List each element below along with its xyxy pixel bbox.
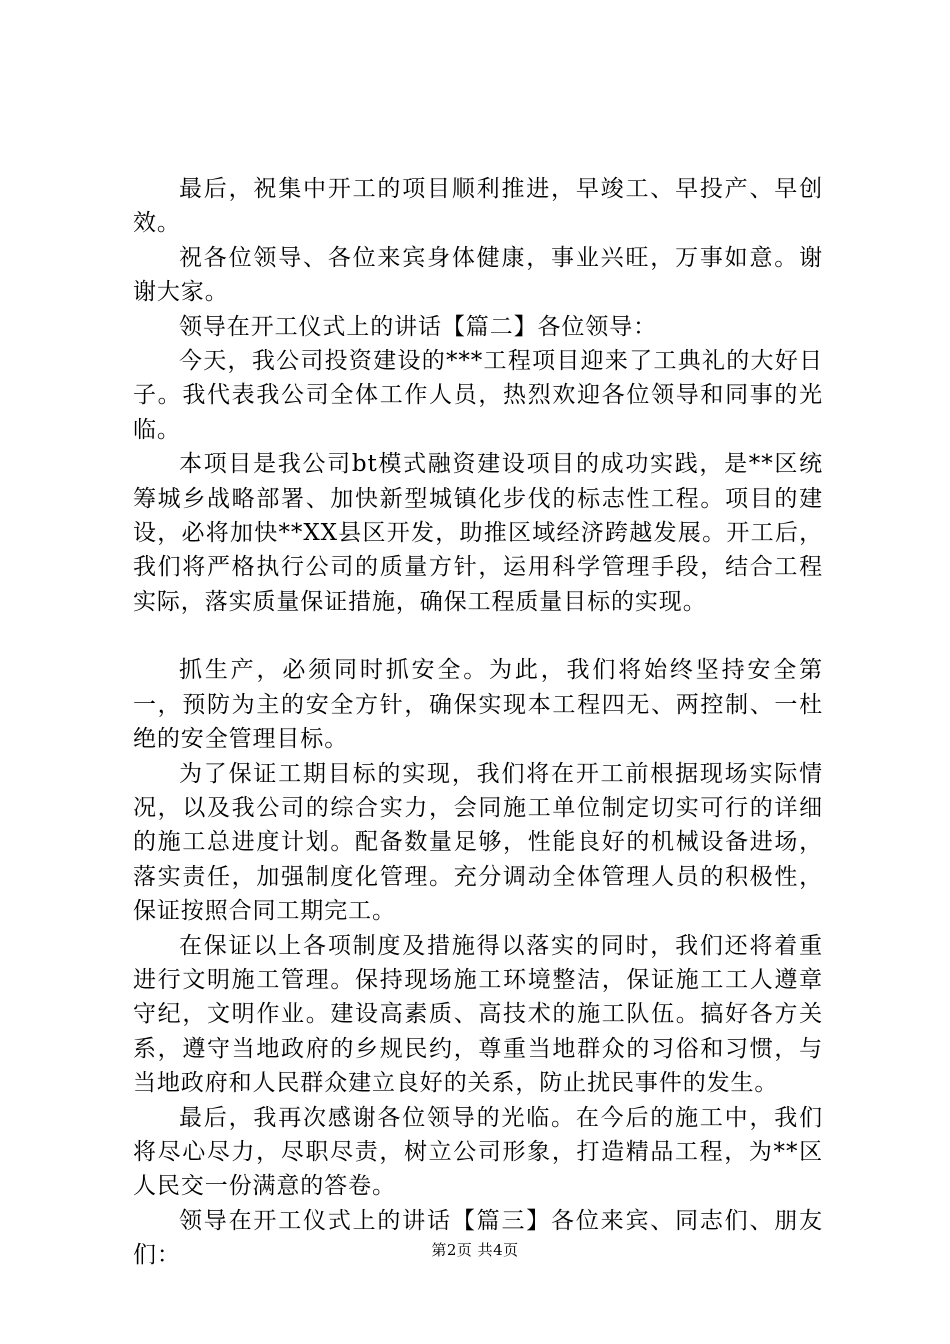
paragraph-thanks: 祝各位领导、各位来宾身体健康，事业兴旺，万事如意。谢谢大家。 <box>133 244 823 306</box>
paragraph-project-description: 本项目是我公司bt模式融资建设项目的成功实践，是**区统筹城乡战略部署、加快新型城镇化步伐的标志性工程。项目的建设，必将加快**XX县区开发，助推区域经济跨越发展。开工后，我们将严格执行公司的质量方针，运用科学管理手段，结合工程实际，落实质量保证措施，确保工程质量目标的实现。 <box>133 451 823 615</box>
paragraph-speech-two-heading: 领导在开工仪式上的讲话【篇二】各位领导： <box>179 313 657 340</box>
paragraph-closing-wishes: 最后，祝集中开工的项目顺利推进，早竣工、早投产、早创效。 <box>133 176 823 237</box>
paragraph-civilized-construction: 在保证以上各项制度及措施得以落实的同时，我们还将着重进行文明施工管理。保持现场施工环境整洁，保证施工工人遵章守纪，文明作业。建设高素质、高技术的施工队伍。搞好各方关系，遵守当地政府的乡规民约，尊重当地群众的习俗和习惯，与当地政府和人民群众建立良好的关系，防止扰民事件的发生。 <box>133 932 823 1097</box>
paragraph-ceremony-welcome: 今天，我公司投资建设的***工程项目迎来了工典礼的大好日子。我代表我公司全体工作人员，热烈欢迎各位领导和同事的光临。 <box>133 348 823 443</box>
paragraph-schedule: 为了保证工期目标的实现，我们将在开工前根据现场实际情况，以及我公司的综合实力，会同施工单位制定切实可行的详细的施工总进度计划。配备数量足够，性能良好的机械设备进场，落实责任，加强制度化管理。充分调动全体管理人员的积极性，保证按照合同工期完工。 <box>133 760 823 925</box>
paragraph-speech-three-heading: 领导在开工仪式上的讲话【篇三】各位来宾、同志们、朋友们： <box>133 1207 823 1269</box>
paragraph-final-thanks: 最后，我再次感谢各位领导的光临。在今后的施工中，我们将尽心尽力，尽职尽责，树立公司形象，打造精品工程，为**区人民交一份满意的答卷。 <box>133 1104 823 1200</box>
paragraph-safety: 抓生产，必须同时抓安全。为此，我们将始终坚持安全第一，预防为主的安全方针，确保实现本工程四无、两控制、一杜绝的安全管理目标。 <box>133 657 823 753</box>
page-number-footer: 第2页 共4页 <box>431 1241 519 1259</box>
document-body <box>133 172 823 1273</box>
